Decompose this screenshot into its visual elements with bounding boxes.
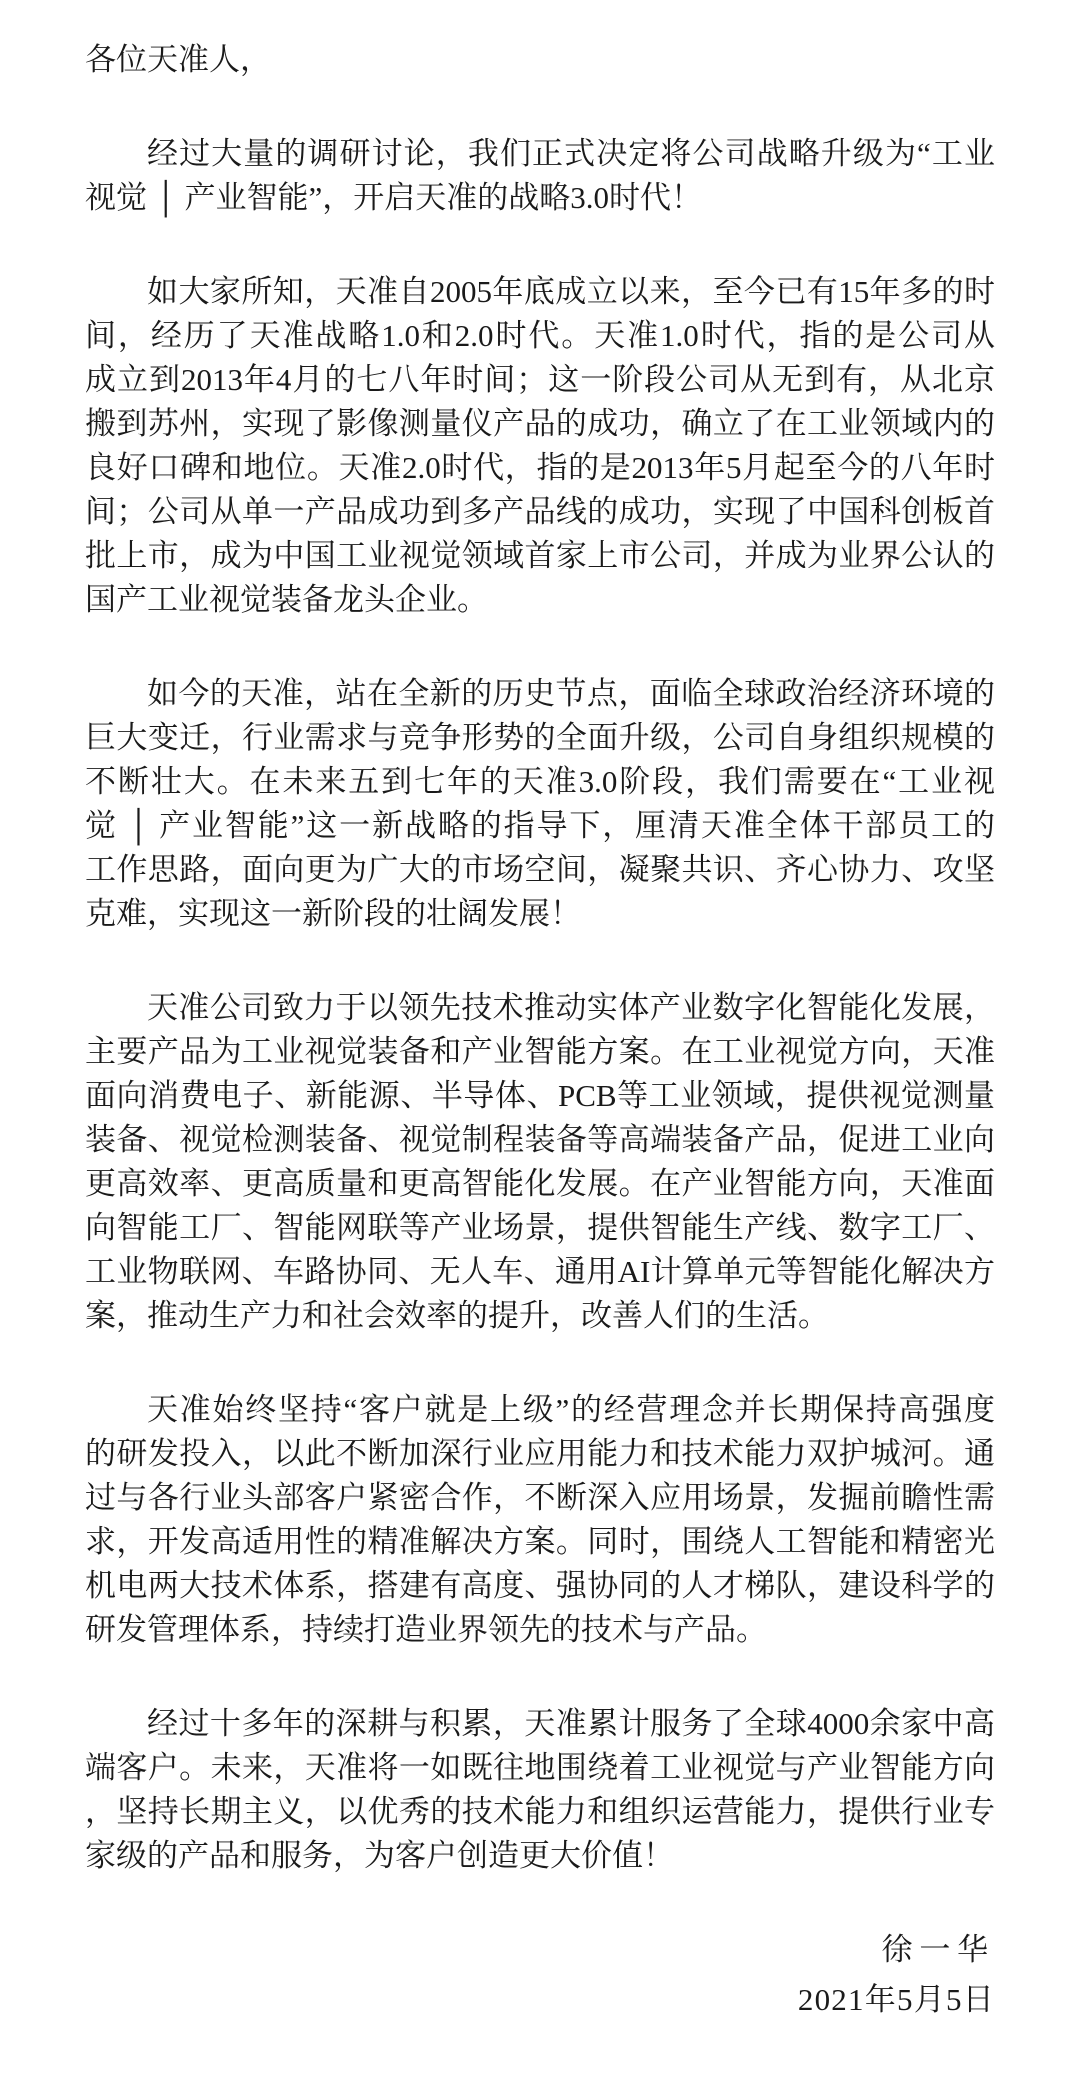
text-line: 间；公司从单一产品成功到多产品线的成功，实现了中国科创板首 xyxy=(85,494,995,529)
text-line: 经过大量的调研讨论，我们正式决定将公司战略升级为“工业 xyxy=(147,136,995,171)
text-line: 过与各行业头部客户紧密合作，不断深入应用场景，发掘前瞻性需 xyxy=(85,1480,995,1515)
text-line: 如大家所知，天准自2005年底成立以来，至今已有15年多的时 xyxy=(147,274,995,309)
text-line: 案，推动生产力和社会效率的提升，改善人们的生活。 xyxy=(85,1298,829,1333)
text-line: ，坚持长期主义，以优秀的技术能力和组织运营能力，提供行业专 xyxy=(85,1794,995,1829)
text-line: 天准始终坚持“客户就是上级”的经营理念并长期保持高强度 xyxy=(147,1392,995,1427)
text-line: 间，经历了天准战略1.0和2.0时代。天准1.0时代，指的是公司从 xyxy=(85,318,995,353)
text-line: 端客户。未来，天准将一如既往地围绕着工业视觉与产业智能方向 xyxy=(85,1750,995,1785)
paragraph-history xyxy=(85,270,995,622)
signature-block xyxy=(85,1928,995,2022)
text-line: 机电两大技术体系，搭建有高度、强协同的人才梯队，建设科学的 xyxy=(85,1568,995,1603)
paragraph-strategy-upgrade xyxy=(85,132,995,220)
text-line: 巨大变迁，行业需求与竞争形势的全面升级，公司自身组织规模的 xyxy=(85,720,995,755)
text-line: 家级的产品和服务，为客户创造更大价值！ xyxy=(85,1838,674,1873)
text-line: 天准公司致力于以领先技术推动实体产业数字化智能化发展， xyxy=(147,990,995,1025)
text-line: 成立到2013年4月的七八年时间；这一阶段公司从无到有，从北京 xyxy=(85,362,995,397)
text-line: 更高效率、更高质量和更高智能化发展。在产业智能方向，天准面 xyxy=(85,1166,995,1201)
text-line: 觉 │ 产业智能”这一新战略的指导下，厘清天准全体干部员工的 xyxy=(85,808,995,843)
text-line: 克难，实现这一新阶段的壮阔发展！ xyxy=(85,896,581,931)
text-line: 求，开发高适用性的精准解决方案。同时，围绕人工智能和精密光 xyxy=(85,1524,995,1559)
paragraph-new-stage xyxy=(85,672,995,936)
text-line: 搬到苏州，实现了影像测量仪产品的成功，确立了在工业领域内的 xyxy=(85,406,995,441)
text-line: 面向消费电子、新能源、半导体、PCB等工业领域，提供视觉测量 xyxy=(85,1078,995,1113)
text-line: 工作思路，面向更为广大的市场空间，凝聚共识、齐心协力、攻坚 xyxy=(85,852,995,887)
paragraph-products xyxy=(85,986,995,1338)
text-line: 经过十多年的深耕与积累，天准累计服务了全球4000余家中高 xyxy=(147,1706,995,1741)
text-line: 如今的天准，站在全新的历史节点，面临全球政治经济环境的 xyxy=(147,676,995,711)
text-line: 不断壮大。在未来五到七年的天准3.0阶段，我们需要在“工业视 xyxy=(85,764,995,799)
text-line: 良好口碑和地位。天准2.0时代，指的是2013年5月起至今的八年时 xyxy=(85,450,995,485)
text-line: 批上市，成为中国工业视觉领域首家上市公司，并成为业界公认的 xyxy=(85,538,995,573)
text-line: 国产工业视觉装备龙头企业。 xyxy=(85,582,488,617)
paragraph-philosophy xyxy=(85,1388,995,1652)
paragraph-future xyxy=(85,1702,995,1878)
text-line: 向智能工厂、智能网联等产业场景，提供智能生产线、数字工厂、 xyxy=(85,1210,995,1245)
text-line: 装备、视觉检测装备、视觉制程装备等高端装备产品，促进工业向 xyxy=(85,1122,995,1157)
text-line: 研发管理体系，持续打造业界领先的技术与产品。 xyxy=(85,1612,767,1647)
text-line: 主要产品为工业视觉装备和产业智能方案。在工业视觉方向，天准 xyxy=(85,1034,995,1069)
signature-name: 徐一华 xyxy=(881,1932,995,1967)
letter-greeting: 各位天准人， xyxy=(85,42,271,77)
text-line: 工业物联网、车路协同、无人车、通用AI计算单元等智能化解决方 xyxy=(85,1254,995,1289)
signature-date: 2021年5月5日 xyxy=(797,1982,995,2017)
text-line: 视觉 │ 产业智能”，开启天准的战略3.0时代！ xyxy=(85,180,702,215)
text-line: 的研发投入，以此不断加深行业应用能力和技术能力双护城河。通 xyxy=(85,1436,995,1471)
